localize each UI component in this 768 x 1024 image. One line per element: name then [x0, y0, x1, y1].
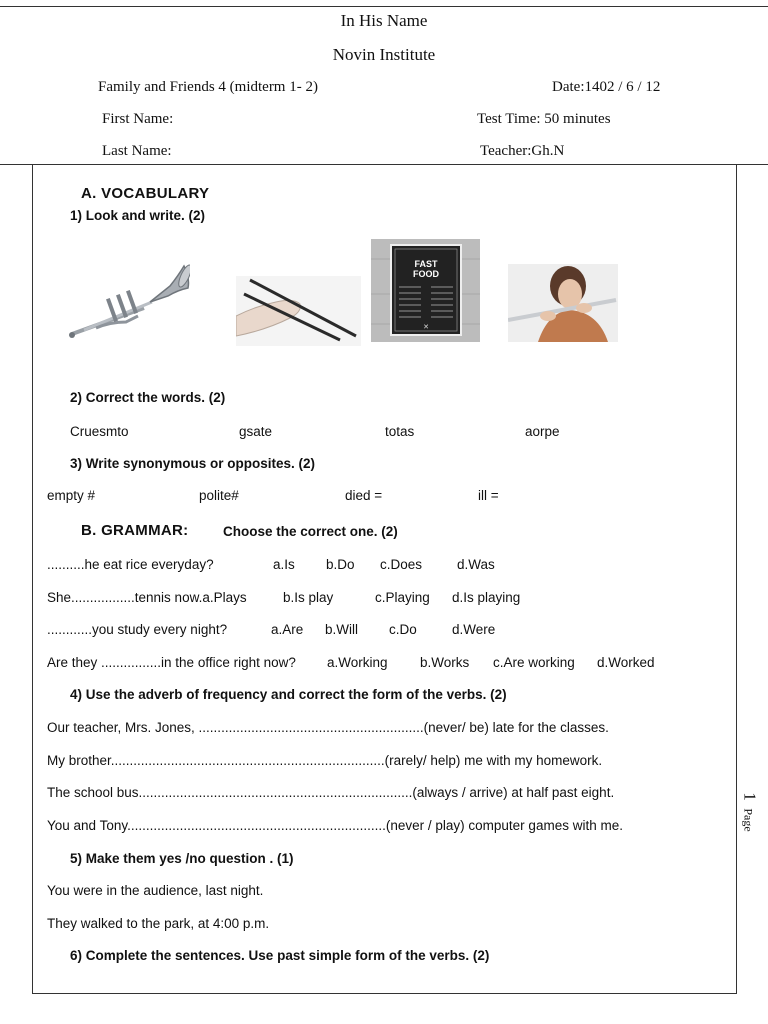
mc-option: d.Worked — [597, 655, 655, 670]
fast-food-menu-image — [371, 239, 480, 342]
page-number-marker — [738, 788, 768, 832]
svg-text:FAST: FAST — [414, 259, 438, 269]
synonym-item: polite# — [199, 488, 239, 503]
header-title: In His Name — [340, 11, 428, 30]
mc-option: d.Is playing — [452, 590, 521, 605]
test-time: Test Time: 50 minutes — [477, 111, 611, 127]
question-5: 5) Make them yes /no question . (1) — [70, 851, 294, 866]
page-number: 1 — [740, 792, 760, 801]
svg-text:FOOD: FOOD — [413, 269, 439, 279]
institute-name: Novin Institute — [332, 45, 436, 64]
yesno-sentence: You were in the audience, last night. — [47, 883, 264, 898]
page-label: Page — [741, 808, 756, 832]
question-6: 6) Complete the sentences. Use past simple form of the verbs. (2) — [70, 948, 490, 963]
mc-stem: Are they ................in the office right now? — [47, 655, 296, 670]
synonym-item: died = — [345, 488, 383, 503]
mc-stem: She.................tennis now.a.Plays — [47, 590, 247, 605]
section-b-title: B. GRAMMAR: — [81, 522, 189, 539]
last-name-label: Last Name: — [102, 143, 172, 159]
yesno-sentence: They walked to the park, at 4:00 p.m. — [47, 916, 270, 931]
flute-player-image — [508, 264, 618, 342]
box-right-border — [736, 164, 737, 994]
mc-option: c.Playing — [375, 590, 430, 605]
mc-option: d.Were — [452, 622, 496, 637]
mc-option: c.Are working — [493, 655, 575, 670]
course-name: Family and Friends 4 (midterm 1- 2) — [98, 79, 318, 95]
grammar-instruction: Choose the correct one. (2) — [223, 524, 398, 539]
question-4: 4) Use the adverb of frequency and correct the form of the verbs. (2) — [70, 687, 507, 702]
mc-option: a.Are — [271, 622, 304, 637]
mc-option: b.Will — [325, 622, 358, 637]
mc-option: b.Do — [326, 557, 355, 572]
teacher-name: Teacher:Gh.N — [480, 143, 565, 159]
top-rule — [0, 6, 768, 7]
scrambled-word: aorpe — [525, 424, 560, 439]
mc-stem: ............you study every night? — [47, 622, 228, 637]
adverb-sentence: Our teacher, Mrs. Jones, ............................................................(never/ be) late for the classes. — [47, 720, 609, 735]
scrambled-word: Cruesmto — [70, 424, 129, 439]
adverb-sentence: You and Tony.....................................................................(never / play) computer games with me. — [47, 818, 623, 833]
adverb-sentence: The school bus.........................................................................(always / arrive) at half past eight. — [47, 785, 615, 800]
mc-option: b.Is play — [283, 590, 334, 605]
mc-option: d.Was — [457, 557, 495, 572]
trumpet-image — [66, 258, 190, 348]
question-1: 1) Look and write. (2) — [70, 208, 206, 223]
question-3: 3) Write synonymous or opposites. (2) — [70, 456, 316, 471]
mc-option: a.Working — [327, 655, 388, 670]
mc-option: b.Works — [420, 655, 470, 670]
question-2: 2) Correct the words. (2) — [70, 390, 226, 405]
box-left-border — [32, 164, 33, 994]
exam-date: Date:1402 / 6 / 12 — [552, 79, 661, 95]
header-bottom-rule — [0, 164, 768, 165]
section-a-title: A. VOCABULARY — [81, 185, 210, 202]
svg-text:✕: ✕ — [423, 324, 429, 331]
mc-option: c.Does — [380, 557, 423, 572]
mc-option: c.Do — [389, 622, 417, 637]
scrambled-word: totas — [385, 424, 415, 439]
chopsticks-image — [236, 276, 361, 346]
mc-stem: ..........he eat rice everyday? — [47, 557, 214, 572]
mc-option: a.Is — [273, 557, 295, 572]
adverb-sentence: My brother.........................................................................(rarely/ help) me with my homework. — [47, 753, 603, 768]
box-bottom-border — [32, 993, 737, 994]
synonym-item: ill = — [478, 488, 499, 503]
synonym-item: empty # — [47, 488, 96, 503]
first-name-label: First Name: — [102, 111, 174, 127]
scrambled-word: gsate — [239, 424, 273, 439]
